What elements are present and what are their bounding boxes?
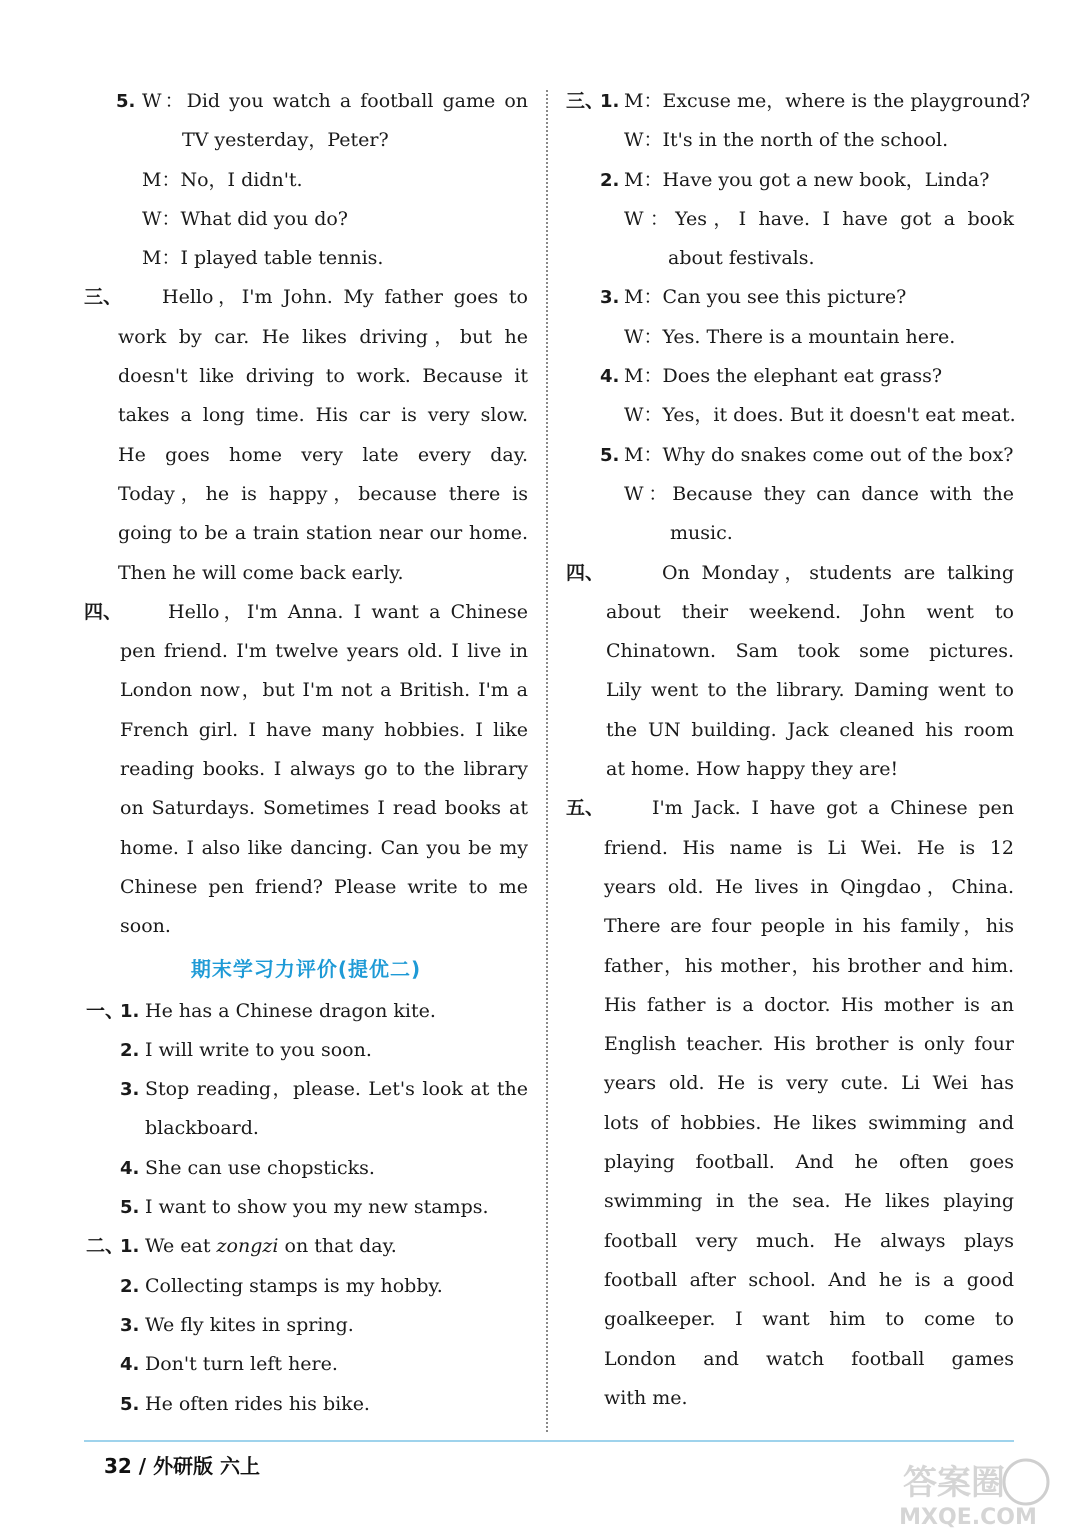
paragraph-line: about their weekend. John went to (606, 600, 1014, 623)
paragraph-line: Then he will come back early. (118, 561, 404, 584)
dialogue-line: music. (670, 522, 733, 545)
watermark-bottom: MXQE.COM (899, 1505, 1037, 1528)
section-mark: 五、 (566, 797, 605, 820)
paragraph-line: Lily went to the library. Daming went to (606, 679, 1014, 702)
section-mark: 四、 (84, 600, 123, 623)
paragraph-line: home. I also like dancing. Can you be my (120, 836, 528, 859)
item-number: 1. (600, 91, 620, 112)
paragraph-line: There are four people in his family，his (604, 915, 1014, 938)
paragraph-line: soon. (120, 915, 171, 938)
section-mark: 三、 (84, 286, 123, 309)
section-heading: 期末学习力评价(提优二) (190, 956, 422, 981)
paragraph-line: He goes home very late every day. (118, 443, 528, 466)
paragraph-line: English teacher. His brother is only four (604, 1033, 1014, 1056)
italic-word: zongzi (216, 1235, 279, 1258)
paragraph-line: goalkeeper. I want him to come to (604, 1308, 1014, 1331)
dialogue-line: W：Because they can dance with the (624, 482, 1014, 505)
left-q5-line4: W：What did you do? (142, 207, 348, 230)
paragraph-line: reading books. I always go to the library (120, 758, 528, 781)
dialogue-line: W：Yes. There is a mountain here. (624, 325, 956, 348)
page-footer: 32 / 外研版 六上 (104, 1454, 261, 1478)
er-item-1: 二、 1. We eat zongzi on that day. (84, 1227, 528, 1266)
watermark-top: 答案圈 (903, 1463, 1005, 1503)
paragraph-line: Chinatown. Sam took some pictures. (606, 640, 1014, 663)
r-san-item-3: 3. M：Can you see this picture? (566, 278, 1014, 317)
item-number: 5. (120, 1197, 140, 1219)
item-number: 5. (600, 444, 620, 466)
item-number: 5. (116, 91, 136, 112)
right-column (566, 82, 1031, 1418)
er-item-2: 2. Collecting stamps is my hobby. (84, 1267, 528, 1306)
paragraph-line: on Saturdays. Sometimes I read books at (120, 797, 528, 820)
left-q5-line2: TV yesterday，Peter? (182, 129, 389, 152)
left-q5-line5: M：I played table tennis. (142, 247, 384, 270)
r-si-first-line: 四、 On Monday，students are talking (566, 554, 1014, 593)
section-mark: 二、 (86, 1235, 125, 1258)
paragraph-line: the UN building. Jack cleaned his room (606, 718, 1014, 741)
footer-rule (84, 1440, 1014, 1442)
item-number: 1. (120, 1000, 140, 1022)
yi-item-4: 4. She can use chopsticks. (84, 1149, 528, 1188)
item-number: 2. (120, 1275, 140, 1297)
paragraph-line: football after school. And he is a good (604, 1268, 1014, 1291)
paragraph-line: friend. His name is Li Wei. He is 12 (604, 836, 1014, 859)
item-number: 5. (120, 1393, 140, 1415)
left-q5-line1: 5. W：Did you watch a football game on (84, 82, 528, 121)
dialogue-line: W：Yes，it does. But it doesn't eat meat. (624, 404, 1016, 427)
paragraph-line: years old. He lives in Qingdao，China. (604, 875, 1014, 898)
yi-item-3-cont: blackboard. (145, 1117, 259, 1140)
paragraph-line: takes a long time. His car is very slow. (118, 404, 528, 427)
item-number: 3. (120, 1079, 140, 1101)
item-number: 3. (600, 287, 620, 309)
paragraph-line: swimming in the sea. He likes playing (604, 1190, 1014, 1213)
section-mark: 三、 (566, 90, 605, 112)
er-item-5: 5. He often rides his bike. (84, 1385, 528, 1424)
paragraph-line: Today，he is happy，because there is (118, 482, 528, 505)
paragraph-line: pen friend. I'm twelve years old. I live in (120, 640, 528, 663)
column-divider (546, 90, 548, 1432)
paragraph-line: Chinese pen friend? Please write to me (120, 875, 528, 898)
section-mark: 四、 (566, 561, 605, 584)
paragraph-line: with me. (604, 1386, 688, 1409)
item-number: 4. (120, 1157, 140, 1179)
yi-item-1: 一、 1. He has a Chinese dragon kite. (84, 992, 528, 1031)
item-number: 4. (600, 366, 620, 388)
paragraph-line: London and watch football games (604, 1347, 1014, 1370)
r-san-item-4: 4. M：Does the elephant eat grass? (566, 357, 1014, 396)
item-number: 3. (120, 1314, 140, 1336)
paragraph-line: going to be a train station near our home. (118, 522, 528, 545)
yi-item-5: 5. I want to show you my new stamps. (84, 1188, 528, 1227)
paragraph-line: at home. How happy they are! (606, 758, 899, 781)
paragraph-line: French girl. I have many hobbies. I like (120, 718, 528, 741)
paragraph-line: London now，but I'm not a British. I'm a (120, 679, 528, 702)
paragraph-line: years old. He is very cute. Li Wei has (604, 1072, 1014, 1095)
paragraph-line: doesn't like driving to work. Because it (118, 365, 528, 388)
dialogue-line: about festivals. (668, 247, 815, 270)
dialogue-line: W：Yes，I have. I have got a book (624, 207, 1014, 230)
dialogue-line: W：It's in the north of the school. (624, 129, 949, 152)
paragraph-line: lots of hobbies. He likes swimming and (604, 1111, 1014, 1134)
yi-item-3: 3. Stop reading，please. Let's look at the (84, 1070, 528, 1109)
item-number: 2. (600, 169, 620, 191)
left-q5-line3: M：No，I didn't. (142, 168, 303, 191)
paragraph-line: father，his mother，his brother and him. (604, 954, 1014, 977)
yi-item-2: 2. I will write to you soon. (84, 1031, 528, 1070)
er-item-4: 4. Don't turn left here. (84, 1345, 528, 1384)
item-number: 2. (120, 1039, 140, 1061)
paragraph-line: His father is a doctor. His mother is an (604, 993, 1014, 1016)
paragraph-line: playing football. And he often goes (604, 1151, 1014, 1174)
left-san-first-line: 三、 Hello，I'm John. My father goes to (84, 278, 528, 317)
paragraph-line: work by car. He likes driving，but he (118, 325, 528, 348)
paragraph-line: football very much. He always plays (604, 1229, 1014, 1252)
section-mark: 一、 (86, 999, 125, 1022)
item-number: 4. (120, 1354, 140, 1376)
r-san-item-1: 三、 1. M：Excuse me，where is the playground? (566, 82, 1014, 121)
item-number: 1. (120, 1236, 140, 1258)
left-si-first-line: 四、 Hello，I'm Anna. I want a Chinese (84, 593, 528, 632)
r-wu-first-line: 五、 I'm Jack. I have got a Chinese pen (566, 789, 1014, 828)
r-san-item-5: 5. M：Why do snakes come out of the box? (566, 436, 1014, 475)
left-column (84, 82, 528, 1424)
r-san-item-2: 2. M：Have you got a new book，Linda? (566, 161, 1014, 200)
er-item-3: 3. We fly kites in spring. (84, 1306, 528, 1345)
watermark-logo-icon (876, 1452, 1056, 1528)
